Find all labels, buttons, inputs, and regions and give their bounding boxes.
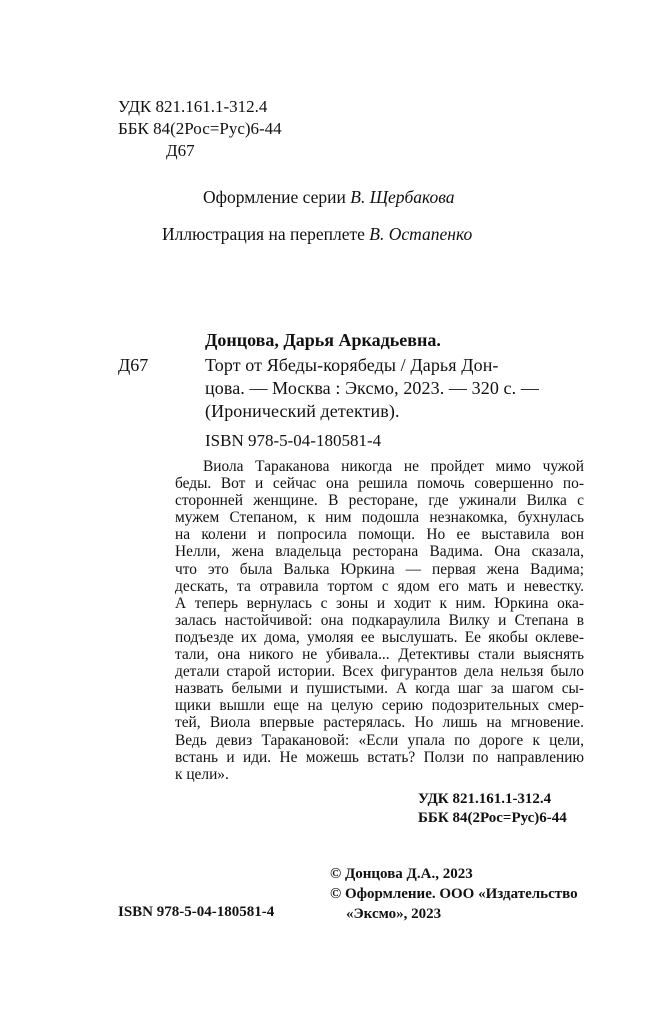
catalog-title-line: Торт от Ябеды-корябеды / Дарья Дон-	[205, 355, 499, 375]
bottom-udk-code: УДК 821.161.1-312.4	[418, 791, 552, 807]
annotation	[175, 458, 584, 783]
annotation-line: детали старой истории. Всех фигурантов дела нельзя было	[175, 663, 584, 681]
annotation-line: А теперь вернулась с зоны и ходит к ним. Юркина ока-	[175, 594, 584, 612]
annotation-line: на колени и попросила помощи. Но ее выставила вон	[175, 526, 584, 544]
annotation-line: Виола Тараканова никогда не пройдет мимо чужой	[203, 458, 584, 475]
udk-code: УДК 821.161.1-312.4	[118, 97, 268, 116]
copyright-author: © Донцова Д.А., 2023	[330, 866, 473, 882]
annotation-line: сторонней женщине. В ресторане, где ужинали Вилка с	[175, 492, 584, 510]
bottom-bbk-code: ББК 84(2Рос=Рус)6-44	[418, 810, 567, 826]
catalog-title-line: цова. — Москва : Эксмо, 2023. — 320 с. —	[205, 378, 539, 398]
annotation-line: тей, Виола впервые растерялась. Но лишь на мгновение.	[175, 714, 584, 732]
annotation-line: Ведь девиз Таракановой: «Если упала по дороге к цели,	[175, 731, 584, 749]
bottom-isbn: ISBN 978-5-04-180581-4	[118, 904, 275, 920]
series-design-label: Оформление серии	[203, 187, 346, 207]
annotation-line: щики вышли еще на целую серию подозрительных смер-	[175, 697, 584, 715]
annotation-line: Нелли, жена владельца ресторана Вадима. Она сказала,	[175, 543, 584, 561]
annotation-line: залась настойчивой: она подкараулила Вилку и Степана в	[175, 611, 584, 629]
author-mark: Д67	[166, 141, 195, 160]
series-design-name: В. Щербакова	[350, 187, 455, 207]
bottom-classification	[418, 790, 567, 828]
series-design-credit	[203, 187, 455, 208]
annotation-line: к цели».	[175, 765, 229, 783]
classification-block	[118, 96, 282, 162]
annotation-line: что это была Валька Юркина — первая жена Вадима;	[175, 560, 584, 578]
cover-illustration-label: Иллюстрация на переплете	[162, 224, 365, 244]
annotation-line: встань и иди. Не можешь встать? Ползи по направлению	[175, 748, 584, 766]
annotation-line: подъезде их дома, умоляя ее выслушать. Ее якобы оклеве-	[175, 628, 584, 646]
annotation-line: беды. Вот и сейчас она решила помочь совершенно по-	[175, 475, 584, 493]
catalog-author-mark: Д67	[118, 355, 149, 375]
cover-illustration-credit	[162, 224, 472, 245]
annotation-line: тали, она никого не убивала... Детективы стали выяснять	[175, 646, 584, 664]
annotation-line: мужем Степаном, к ним подошла незнакомка, бухнулась	[175, 509, 584, 527]
annotation-line: назвать белыми и пушистыми. А когда шаг за шагом сы-	[175, 680, 584, 698]
catalog-title-line: (Иронический детектив).	[205, 401, 400, 421]
catalog-author: Донцова, Дарья Аркадьевна.	[205, 330, 441, 350]
annotation-line: дескать, та отравила тортом с ядом его мать и невестку.	[175, 577, 584, 595]
cover-illustration-name: В. Остапенко	[369, 224, 473, 244]
copyright-design: © Оформление. ООО «Издательство	[330, 886, 578, 902]
copyright-design-cont: «Эксмо», 2023	[346, 906, 442, 922]
copyright-block	[330, 864, 578, 924]
catalog-isbn: ISBN 978-5-04-180581-4	[205, 431, 382, 450]
bbk-code: ББК 84(2Рос=Рус)6-44	[118, 119, 282, 138]
